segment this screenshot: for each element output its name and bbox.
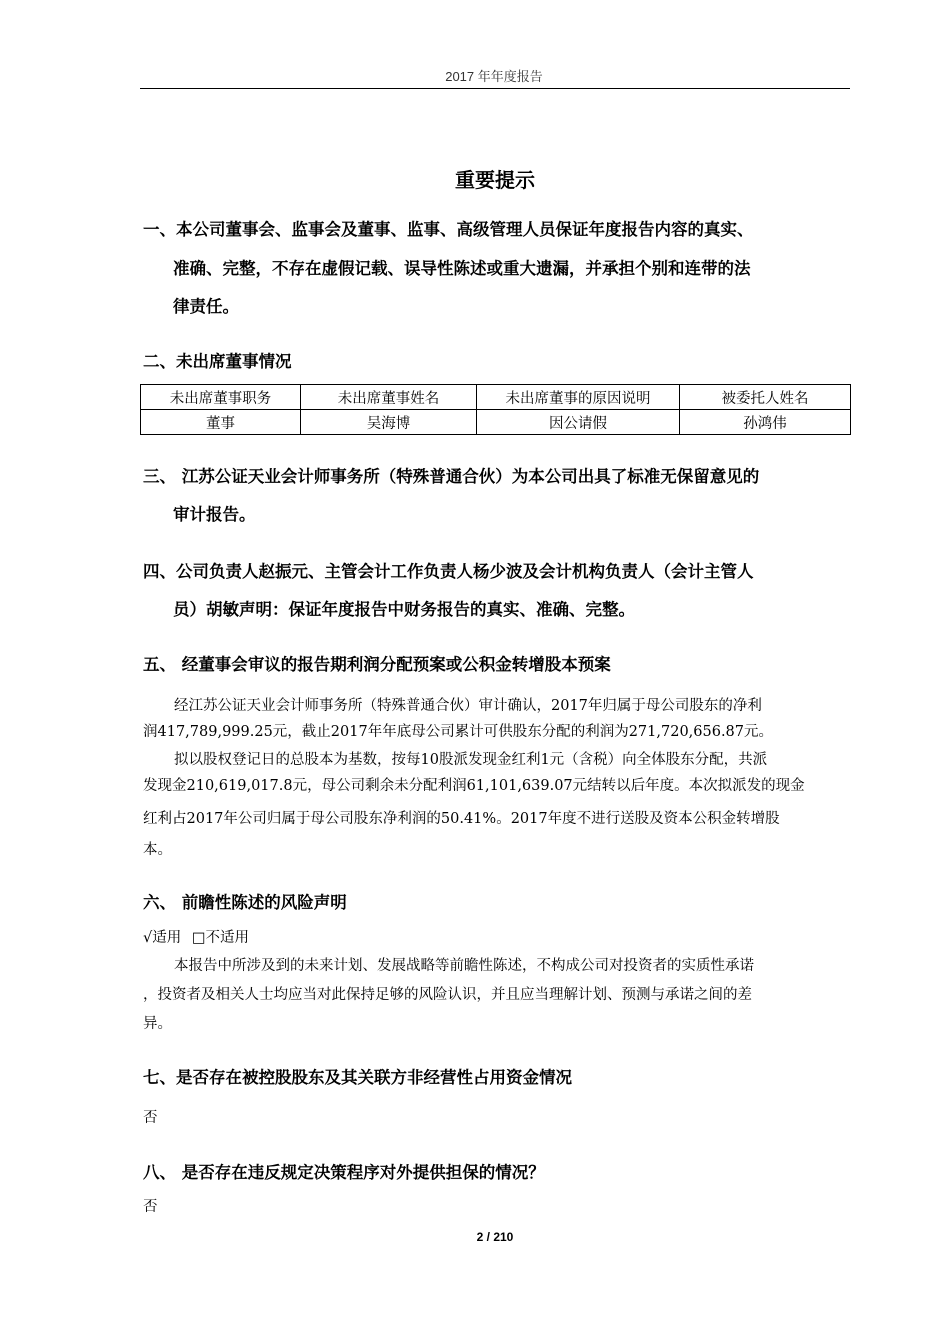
section5-p2-line3: 红利占2017年公司归属于母公司股东净利润的50.41%。2017年度不进行送股及资本公积金转增股 xyxy=(143,811,780,827)
running-header: 2017 年年度报告 xyxy=(445,69,543,84)
page-number: 2 / 210 xyxy=(476,1230,514,1244)
section3-line1: 三、 江苏公证天业会计师事务所（特殊普通合伙）为本公司出具了标准无保留意见的 xyxy=(143,467,760,486)
section1-line1: 一、本公司董事会、监事会及董事、监事、高级管理人员保证年度报告内容的真实、 xyxy=(143,220,754,239)
applicable-checked: √适用 xyxy=(143,930,182,946)
section5-p1-line1: 经江苏公证天业会计师事务所（特殊普通合伙）审计确认，2017年归属于母公司股东的净利 xyxy=(174,698,762,714)
section6-p-line3: 异。 xyxy=(143,1016,172,1032)
section7-answer: 否 xyxy=(143,1110,158,1126)
section1-line3: 律责任。 xyxy=(173,297,239,316)
table-cell: 因公请假 xyxy=(477,410,680,435)
table-cell: 吴海博 xyxy=(301,410,477,435)
absent-directors-table xyxy=(140,384,851,435)
table-header-row xyxy=(141,385,851,410)
applicability-options xyxy=(143,926,249,947)
not-applicable-unchecked: □不适用 xyxy=(191,930,250,946)
section5-heading: 五、 经董事会审议的报告期利润分配预案或公积金转增股本预案 xyxy=(143,655,611,674)
section8-answer: 否 xyxy=(143,1199,158,1215)
table-header-cell: 未出席董事的原因说明 xyxy=(477,385,680,410)
table-header-cell: 未出席董事职务 xyxy=(141,385,301,410)
section6-p-line2: ，投资者及相关人士均应当对此保持足够的风险认识，并且应当理解计划、预测与承诺之间的差 xyxy=(143,987,752,1003)
table-row xyxy=(141,410,851,435)
section4-line2: 员）胡敏声明：保证年度报告中财务报告的真实、准确、完整。 xyxy=(173,600,635,619)
table-cell: 董事 xyxy=(141,410,301,435)
section3-line2: 审计报告。 xyxy=(173,505,256,524)
section5-p2-line4: 本。 xyxy=(143,842,172,858)
section5-p2-line1: 拟以股权登记日的总股本为基数，按每10股派发现金红利1元（含税）向全体股东分配，共派 xyxy=(174,752,768,768)
section5-p1-line2: 润417,789,999.25元，截止2017年年底母公司累计可供股东分配的利润为271,720,656.87元。 xyxy=(143,724,774,740)
header-rule xyxy=(140,88,850,89)
table-cell: 孙鸿伟 xyxy=(680,410,851,435)
section4-line1: 四、公司负责人赵振元、主管会计工作负责人杨少波及会计机构负责人（会计主管人 xyxy=(143,562,754,581)
section1-line2: 准确、完整，不存在虚假记载、误导性陈述或重大遗漏，并承担个别和连带的法 xyxy=(173,259,751,278)
section5-p2-line2: 发现金210,619,017.8元，母公司剩余未分配利润61,101,639.07元结转以后年度。本次拟派发的现金 xyxy=(143,778,805,794)
section6-p-line1: 本报告中所涉及到的未来计划、发展战略等前瞻性陈述，不构成公司对投资者的实质性承诺 xyxy=(174,958,754,974)
section8-heading: 八、 是否存在违反规定决策程序对外提供担保的情况？ xyxy=(143,1163,545,1182)
table-header-cell: 未出席董事姓名 xyxy=(301,385,477,410)
page-title: 重要提示 xyxy=(455,168,535,192)
table-header-cell: 被委托人姓名 xyxy=(680,385,851,410)
section7-heading: 七、是否存在被控股股东及其关联方非经营性占用资金情况 xyxy=(143,1068,572,1087)
section2-heading: 二、未出席董事情况 xyxy=(143,352,292,371)
section6-heading: 六、 前瞻性陈述的风险声明 xyxy=(143,893,347,912)
